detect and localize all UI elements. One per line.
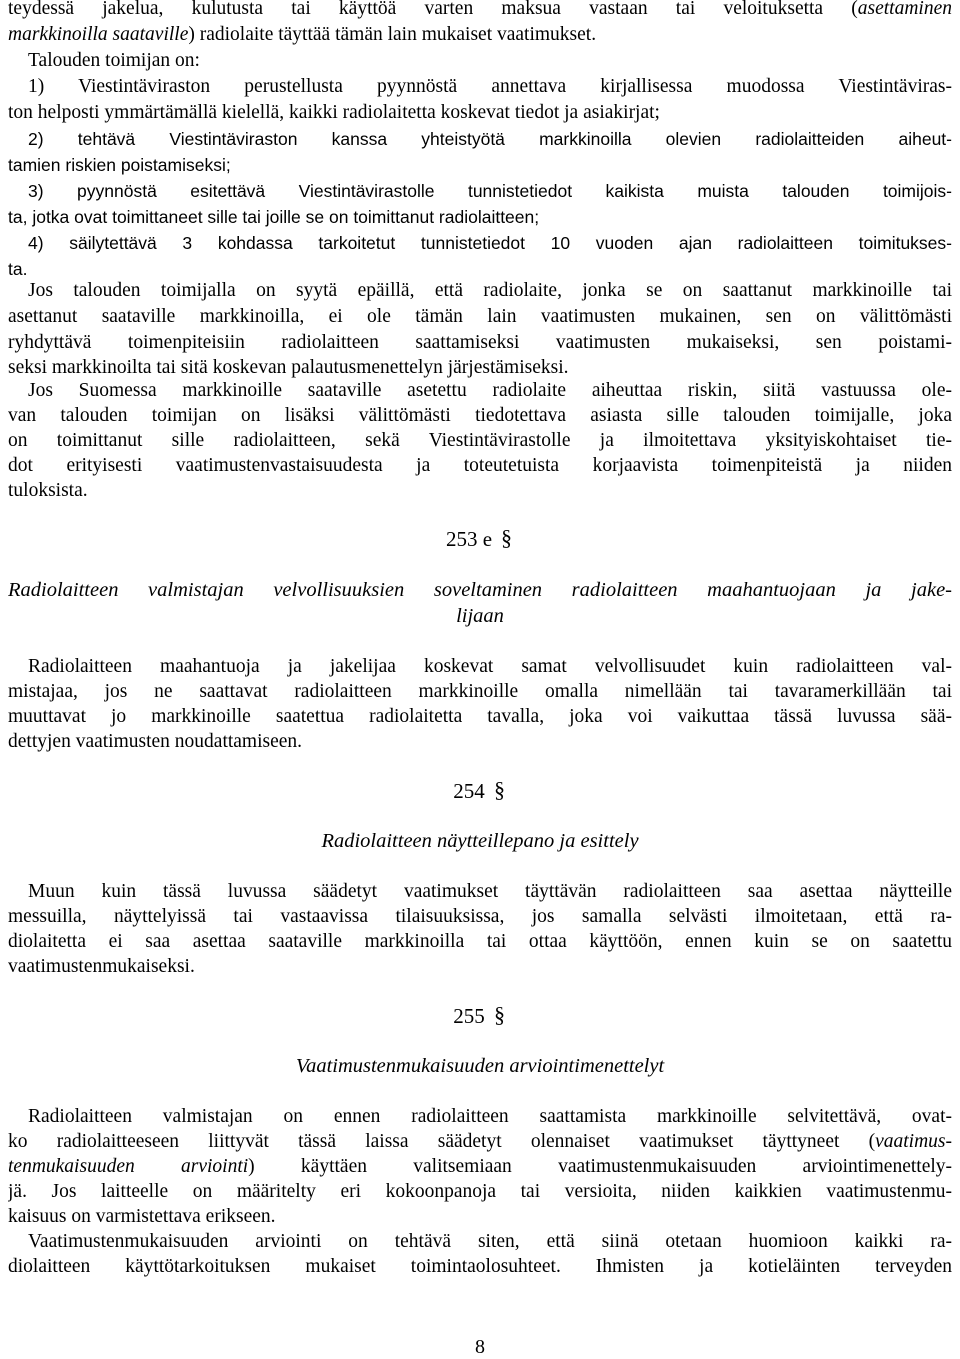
obligation-item: ton helposti ymmärtämällä kielellä, kaikki radiolaitetta koskevat tiedot ja asiakirjat; — [8, 102, 660, 123]
paragraph-line: Radiolaitteen valmistajan on ennen radiolaitteen saattamista markkinoille selvitettävä, ovat- — [28, 1106, 952, 1127]
paragraph-line: kaisuus on varmistettava erikseen. — [8, 1206, 276, 1227]
paragraph-line: Muun kuin tässä luvussa säädetyt vaatimukset täyttävän radiolaitteen saa asettaa näytteille — [28, 881, 952, 902]
paragraph-line: Vaatimustenmukaisuuden arviointi on tehtävä siten, että siinä otetaan huomioon kaikki ra- — [28, 1231, 952, 1252]
paragraph-line: Jos Suomessa markkinoille saataville asetettu radiolaite aiheuttaa riskin, siitä vastuussa ole- — [28, 380, 952, 401]
section-sign-icon — [493, 1003, 507, 1029]
paragraph-line: tenmukaisuuden arviointi) käyttäen valitsemiaan vaatimustenmukaisuuden arviointimenettely- — [8, 1156, 952, 1177]
svg-text:§: § — [493, 778, 505, 802]
text-line: markkinoilla saataville) radiolaite täyttää tämän lain mukaiset vaatimukset. — [8, 24, 597, 45]
paragraph-line: mistajaa, jos ne saattavat radiolaitteen markkinoille omalla nimellään tai tavaramerkillään tai — [8, 681, 952, 702]
paragraph-line: muuttavat jo markkinoille saatettua radiolaitetta tavalla, joka voi vaikuttaa tässä luvussa sää- — [8, 706, 952, 727]
page-number: 8 — [475, 1336, 485, 1358]
paragraph-line: vaatimustenmukaiseksi. — [8, 956, 195, 977]
section-title: Radiolaitteen näytteillepano ja esittely — [321, 830, 639, 852]
paragraph-line: seksi markkinoilta tai sitä koskevan palautusmenettelyn järjestämiseksi. — [8, 357, 569, 378]
svg-text:§: § — [493, 1003, 505, 1027]
obligation-item: 2) tehtävä Viestintäviraston kanssa yhteistyötä markkinoilla olevien radiolaitteiden aiheut- — [28, 129, 952, 149]
paragraph-line: tuloksista. — [8, 480, 88, 501]
obligations-intro: Talouden toimijan on: — [28, 50, 200, 71]
section-number: 254 § — [453, 778, 505, 803]
paragraph-line: Radiolaitteen maahantuoja ja jakelijaa koskevat samat velvollisuudet kuin radiolaitteen val- — [28, 656, 952, 677]
section-sign-icon — [500, 526, 514, 552]
obligation-item: 4) säilytettävä 3 kohdassa tarkoitetut tunnistetiedot 10 vuoden ajan radiolaitteen toimitukses- — [28, 233, 952, 253]
paragraph-line: dettyjen vaatimusten noudattamiseen. — [8, 731, 303, 752]
obligation-item: 1) Viestintäviraston perustellusta pyynnöstä annettava kirjallisessa muodossa Viestintäviras- — [28, 76, 952, 97]
section-number: 255 § — [453, 1003, 505, 1028]
svg-text:§: § — [501, 526, 513, 550]
section-number: 253 e § — [445, 526, 513, 551]
obligation-item: tamien riskien poistamiseksi; — [8, 155, 231, 175]
paragraph-line: messuilla, näyttelyissä tai vastaavissa tilaisuuksissa, jos samalla selvästi ilmoitetaan, että ra- — [8, 906, 952, 927]
section-title: lijaan — [456, 605, 504, 627]
text-line: teydessä jakelua, kulutusta tai käyttöä varten maksua vastaan tai veloituksetta (asettaminen — [8, 0, 952, 19]
paragraph-line: ryhdyttävä toimenpiteisiin radiolaitteen saattamiseksi vaatimusten mukaiseksi, sen poistami- — [8, 332, 952, 353]
paragraph-line: diolaitteen käyttötarkoituksen mukaiset toimintaolosuhteet. Ihmisten ja kotieläinten terveyden — [8, 1256, 952, 1277]
paragraph-line: dot erityisesti vaatimustenvastaisuudesta ja toteutetuista korjaavista toimenpiteistä ja niiden — [8, 455, 952, 476]
paragraph-line: on toimittanut sille radiolaitteen, sekä Viestintävirastolle ja ilmoitettava yksityiskohtaiset tie- — [8, 430, 952, 451]
obligation-item: ta. — [8, 259, 28, 279]
paragraph-line: jä. Jos laitteelle on määritelty eri kokoonpanoja tai versioita, niiden kaikkien vaatimustenmu- — [8, 1181, 952, 1202]
paragraph-line: van talouden toimijan on lisäksi välittömästi tiedotettava asiasta sille talouden toimijalle, joka — [8, 405, 952, 426]
section-title: Radiolaitteen valmistajan velvollisuuksien soveltaminen radiolaitteen maahantuojaan ja jake- — [8, 579, 952, 601]
paragraph-line: asettanut saataville markkinoilla, ei ole tämän lain vaatimusten mukainen, sen on välittömästi — [8, 306, 952, 327]
section-sign-icon — [493, 778, 507, 804]
obligation-item: ta, jotka ovat toimittaneet sille tai joille se on toimittanut radiolaitteen; — [8, 207, 540, 227]
paragraph-line: diolaitetta ei saa asettaa saataville markkinoilla tai ottaa käyttöön, ennen kuin se on saatettu — [8, 931, 952, 952]
paragraph-line: ko radiolaitteeseen liittyvät tässä laissa säädetyt olennaiset vaatimukset täyttyneet (vaatimus- — [8, 1131, 952, 1152]
paragraph-line: Jos talouden toimijalla on syytä epäillä, että radiolaite, jonka se on saattanut markkinoille tai — [28, 280, 952, 301]
obligation-item: 3) pyynnöstä esitettävä Viestintävirastolle tunnistetiedot kaikista muista talouden toimijois- — [28, 181, 952, 201]
section-title: Vaatimustenmukaisuuden arviointimenettelyt — [295, 1055, 665, 1077]
